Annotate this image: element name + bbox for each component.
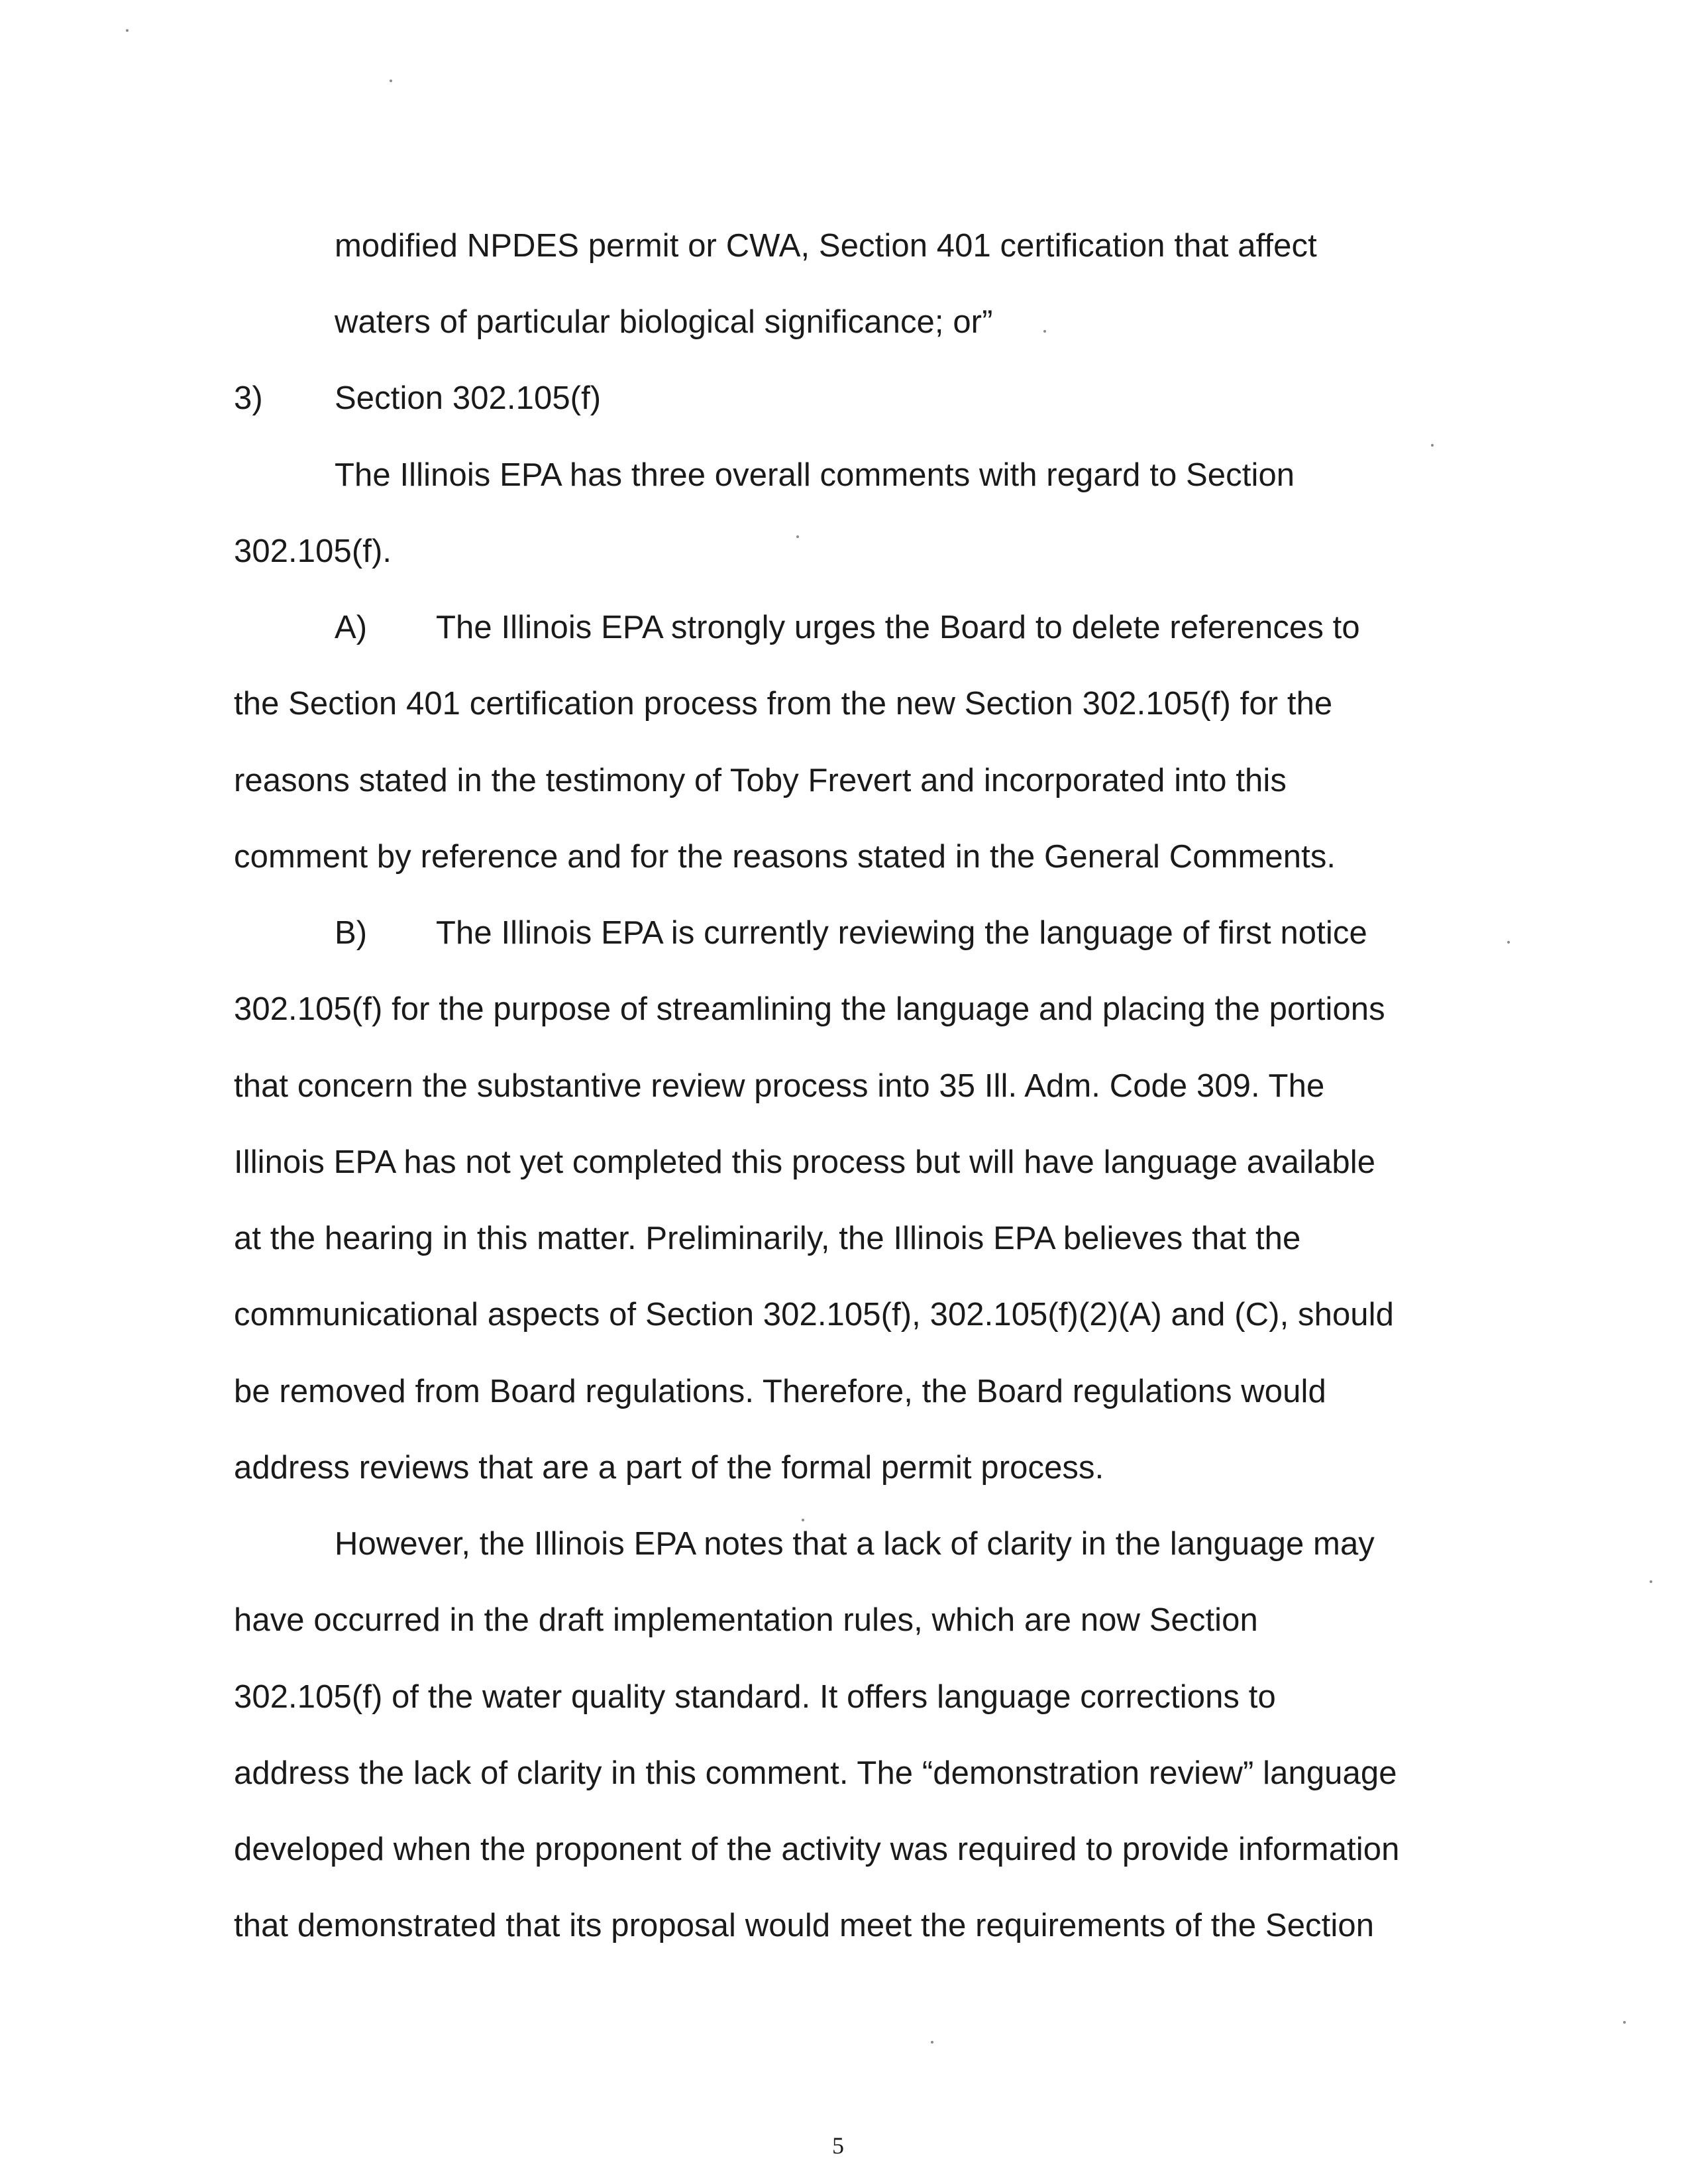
text-line: Illinois EPA has not yet completed this process but will have language available: [234, 1144, 1376, 1180]
section-heading: Section 302.105(f): [335, 380, 602, 416]
text-line: the Section 401 certification process from the new Section 302.105(f) for the: [234, 686, 1333, 722]
scan-speck: [796, 535, 799, 538]
text-line: address the lack of clarity in this comment. The “demonstration review” language: [234, 1755, 1397, 1791]
text-line: The Illinois EPA strongly urges the Board to delete references to: [436, 610, 1360, 645]
text-line: However, the Illinois EPA notes that a lack of clarity in the language may: [335, 1526, 1375, 1562]
section-label: 3): [234, 380, 263, 416]
item-label: A): [335, 610, 368, 645]
text-line: modified NPDES permit or CWA, Section 401 certification that affect: [335, 228, 1317, 264]
item-label: B): [335, 915, 368, 951]
scan-speck: [1623, 2021, 1626, 2024]
text-line: be removed from Board regulations. Therefore, the Board regulations would: [234, 1374, 1326, 1409]
scan-speck: [1431, 444, 1434, 447]
text-line: 302.105(f) of the water quality standard. It offers language corrections to: [234, 1679, 1276, 1715]
text-line: 302.105(f) for the purpose of streamlining the language and placing the portions: [234, 991, 1385, 1027]
scan-speck: [1043, 330, 1046, 333]
text-line: waters of particular biological significance; or”: [335, 304, 993, 340]
text-line: developed when the proponent of the activity was required to provide information: [234, 1831, 1400, 1867]
text-line: at the hearing in this matter. Preliminarily, the Illinois EPA believes that the: [234, 1221, 1301, 1256]
text-line: The Illinois EPA has three overall comments with regard to Section: [335, 457, 1295, 493]
text-line: that concern the substantive review process into 35 Ill. Adm. Code 309. The: [234, 1068, 1325, 1104]
text-line: communicational aspects of Section 302.105(f), 302.105(f)(2)(A) and (C), should: [234, 1297, 1394, 1333]
scan-speck: [1650, 1580, 1652, 1583]
text-line: reasons stated in the testimony of Toby Frevert and incorporated into this: [234, 763, 1287, 798]
text-line: The Illinois EPA is currently reviewing the language of first notice: [436, 915, 1367, 951]
scan-speck: [1507, 941, 1510, 944]
text-line: that demonstrated that its proposal would meet the requirements of the Section: [234, 1908, 1375, 1943]
text-line: 302.105(f).: [234, 533, 392, 569]
text-line: address reviews that are a part of the formal permit process.: [234, 1450, 1104, 1486]
text-line: comment by reference and for the reasons stated in the General Comments.: [234, 839, 1336, 875]
scan-speck: [390, 80, 392, 82]
scan-speck: [126, 29, 129, 32]
scan-speck: [802, 1519, 804, 1521]
scan-speck: [931, 2041, 933, 2044]
text-line: have occurred in the draft implementation rules, which are now Section: [234, 1602, 1258, 1638]
page-number: 5: [832, 2132, 844, 2159]
